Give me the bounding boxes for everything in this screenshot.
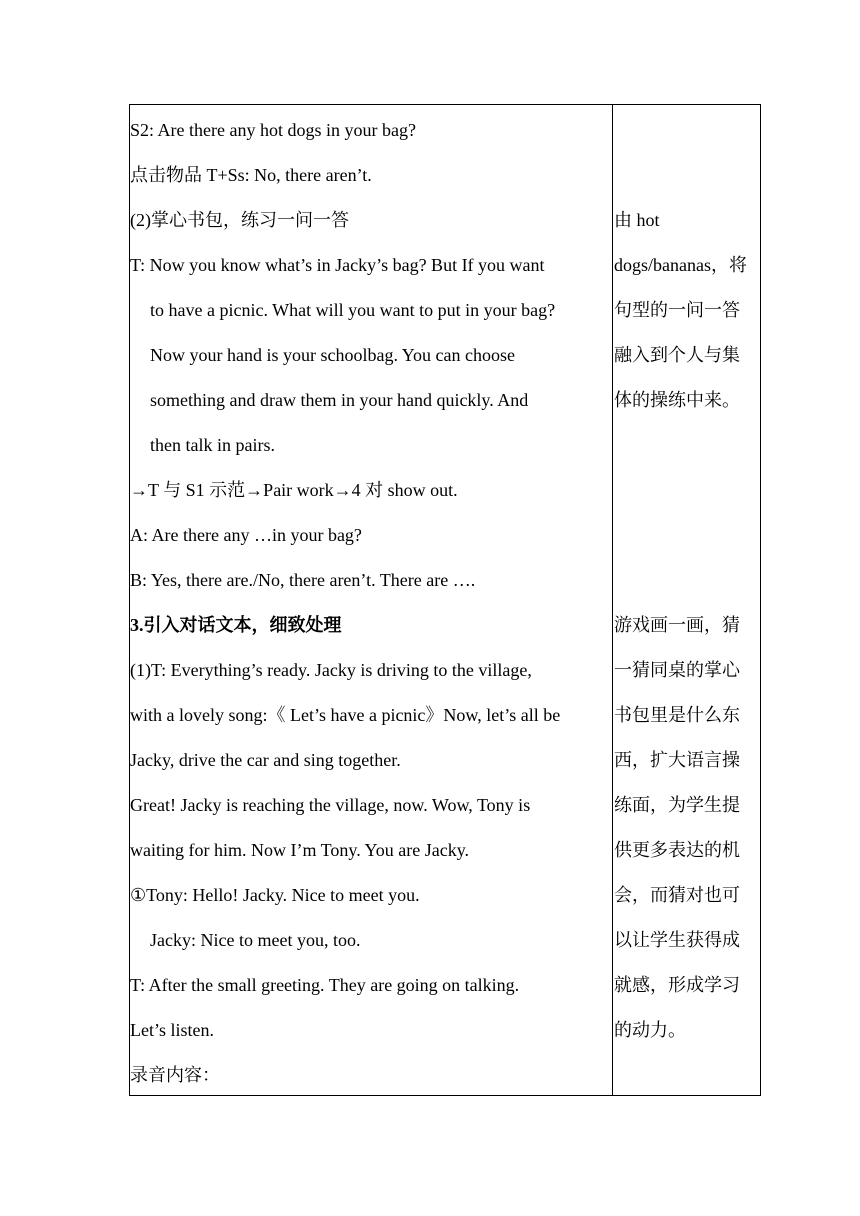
comment-line: 游戏画一画，猜 <box>614 615 740 635</box>
text-line: T: After the small greeting. They are going on talking. <box>130 975 520 995</box>
text-line: (2)掌心书包，练习一问一答 <box>130 210 349 230</box>
column-divider <box>612 105 613 1095</box>
comment-line: 就感，形成学习 <box>614 975 740 995</box>
comment-line: dogs/bananas，将 <box>614 255 747 275</box>
comment-line: 以让学生获得成 <box>614 930 740 950</box>
comment-line: 句型的一问一答 <box>614 300 740 320</box>
text-line: Great! Jacky is reaching the village, now. Wow, Tony is <box>130 795 531 815</box>
lesson-plan-table <box>129 104 761 1096</box>
text-line: 录音内容： <box>130 1065 220 1085</box>
text-line: ①Tony: Hello! Jacky. Nice to meet you. <box>130 885 420 905</box>
text-line: 点击物品 T+Ss: No, there aren’t. <box>130 165 372 185</box>
text-line: something and draw them in your hand quickly. And <box>150 390 529 410</box>
text-line: to have a picnic. What will you want to put in your bag? <box>150 300 556 320</box>
text-line: Jacky, drive the car and sing together. <box>130 750 401 770</box>
text-line: A: Are there any …in your bag? <box>130 525 362 545</box>
text-line: T: Now you know what’s in Jacky’s bag? But If you want <box>130 255 545 275</box>
comment-line: 西，扩大语言操 <box>614 750 740 770</box>
comment-line: 书包里是什么东 <box>614 705 740 725</box>
comment-line: 体的操练中来。 <box>614 390 740 410</box>
text-line: Let’s listen. <box>130 1020 214 1040</box>
comment-line: 的动力。 <box>614 1020 686 1040</box>
comment-line: 供更多表达的机 <box>614 840 740 860</box>
text-line: Jacky: Nice to meet you, too. <box>150 930 361 950</box>
text-line: waiting for him. Now I’m Tony. You are Jacky. <box>130 840 470 860</box>
text-line: S2: Are there any hot dogs in your bag? <box>130 120 416 140</box>
text-line: B: Yes, there are./No, there aren’t. There are …. <box>130 570 476 590</box>
text-line: →T 与 S1 示范→Pair work→4 对 show out. <box>130 480 458 500</box>
section-heading: 3.引入对话文本，细致处理 <box>130 615 342 635</box>
text-line: then talk in pairs. <box>150 435 275 455</box>
comment-line: 由 hot <box>614 210 660 230</box>
comment-line: 练面，为学生提 <box>614 795 740 815</box>
comment-line: 融入到个人与集 <box>614 345 740 365</box>
comment-line: 一猜同桌的掌心 <box>614 660 740 680</box>
comment-line: 会，而猜对也可 <box>614 885 740 905</box>
text-line: (1)T: Everything’s ready. Jacky is driving to the village, <box>130 660 532 680</box>
text-line: with a lovely song:《 Let’s have a picnic》Now, let’s all be <box>130 705 561 725</box>
text-line: Now your hand is your schoolbag. You can choose <box>150 345 515 365</box>
